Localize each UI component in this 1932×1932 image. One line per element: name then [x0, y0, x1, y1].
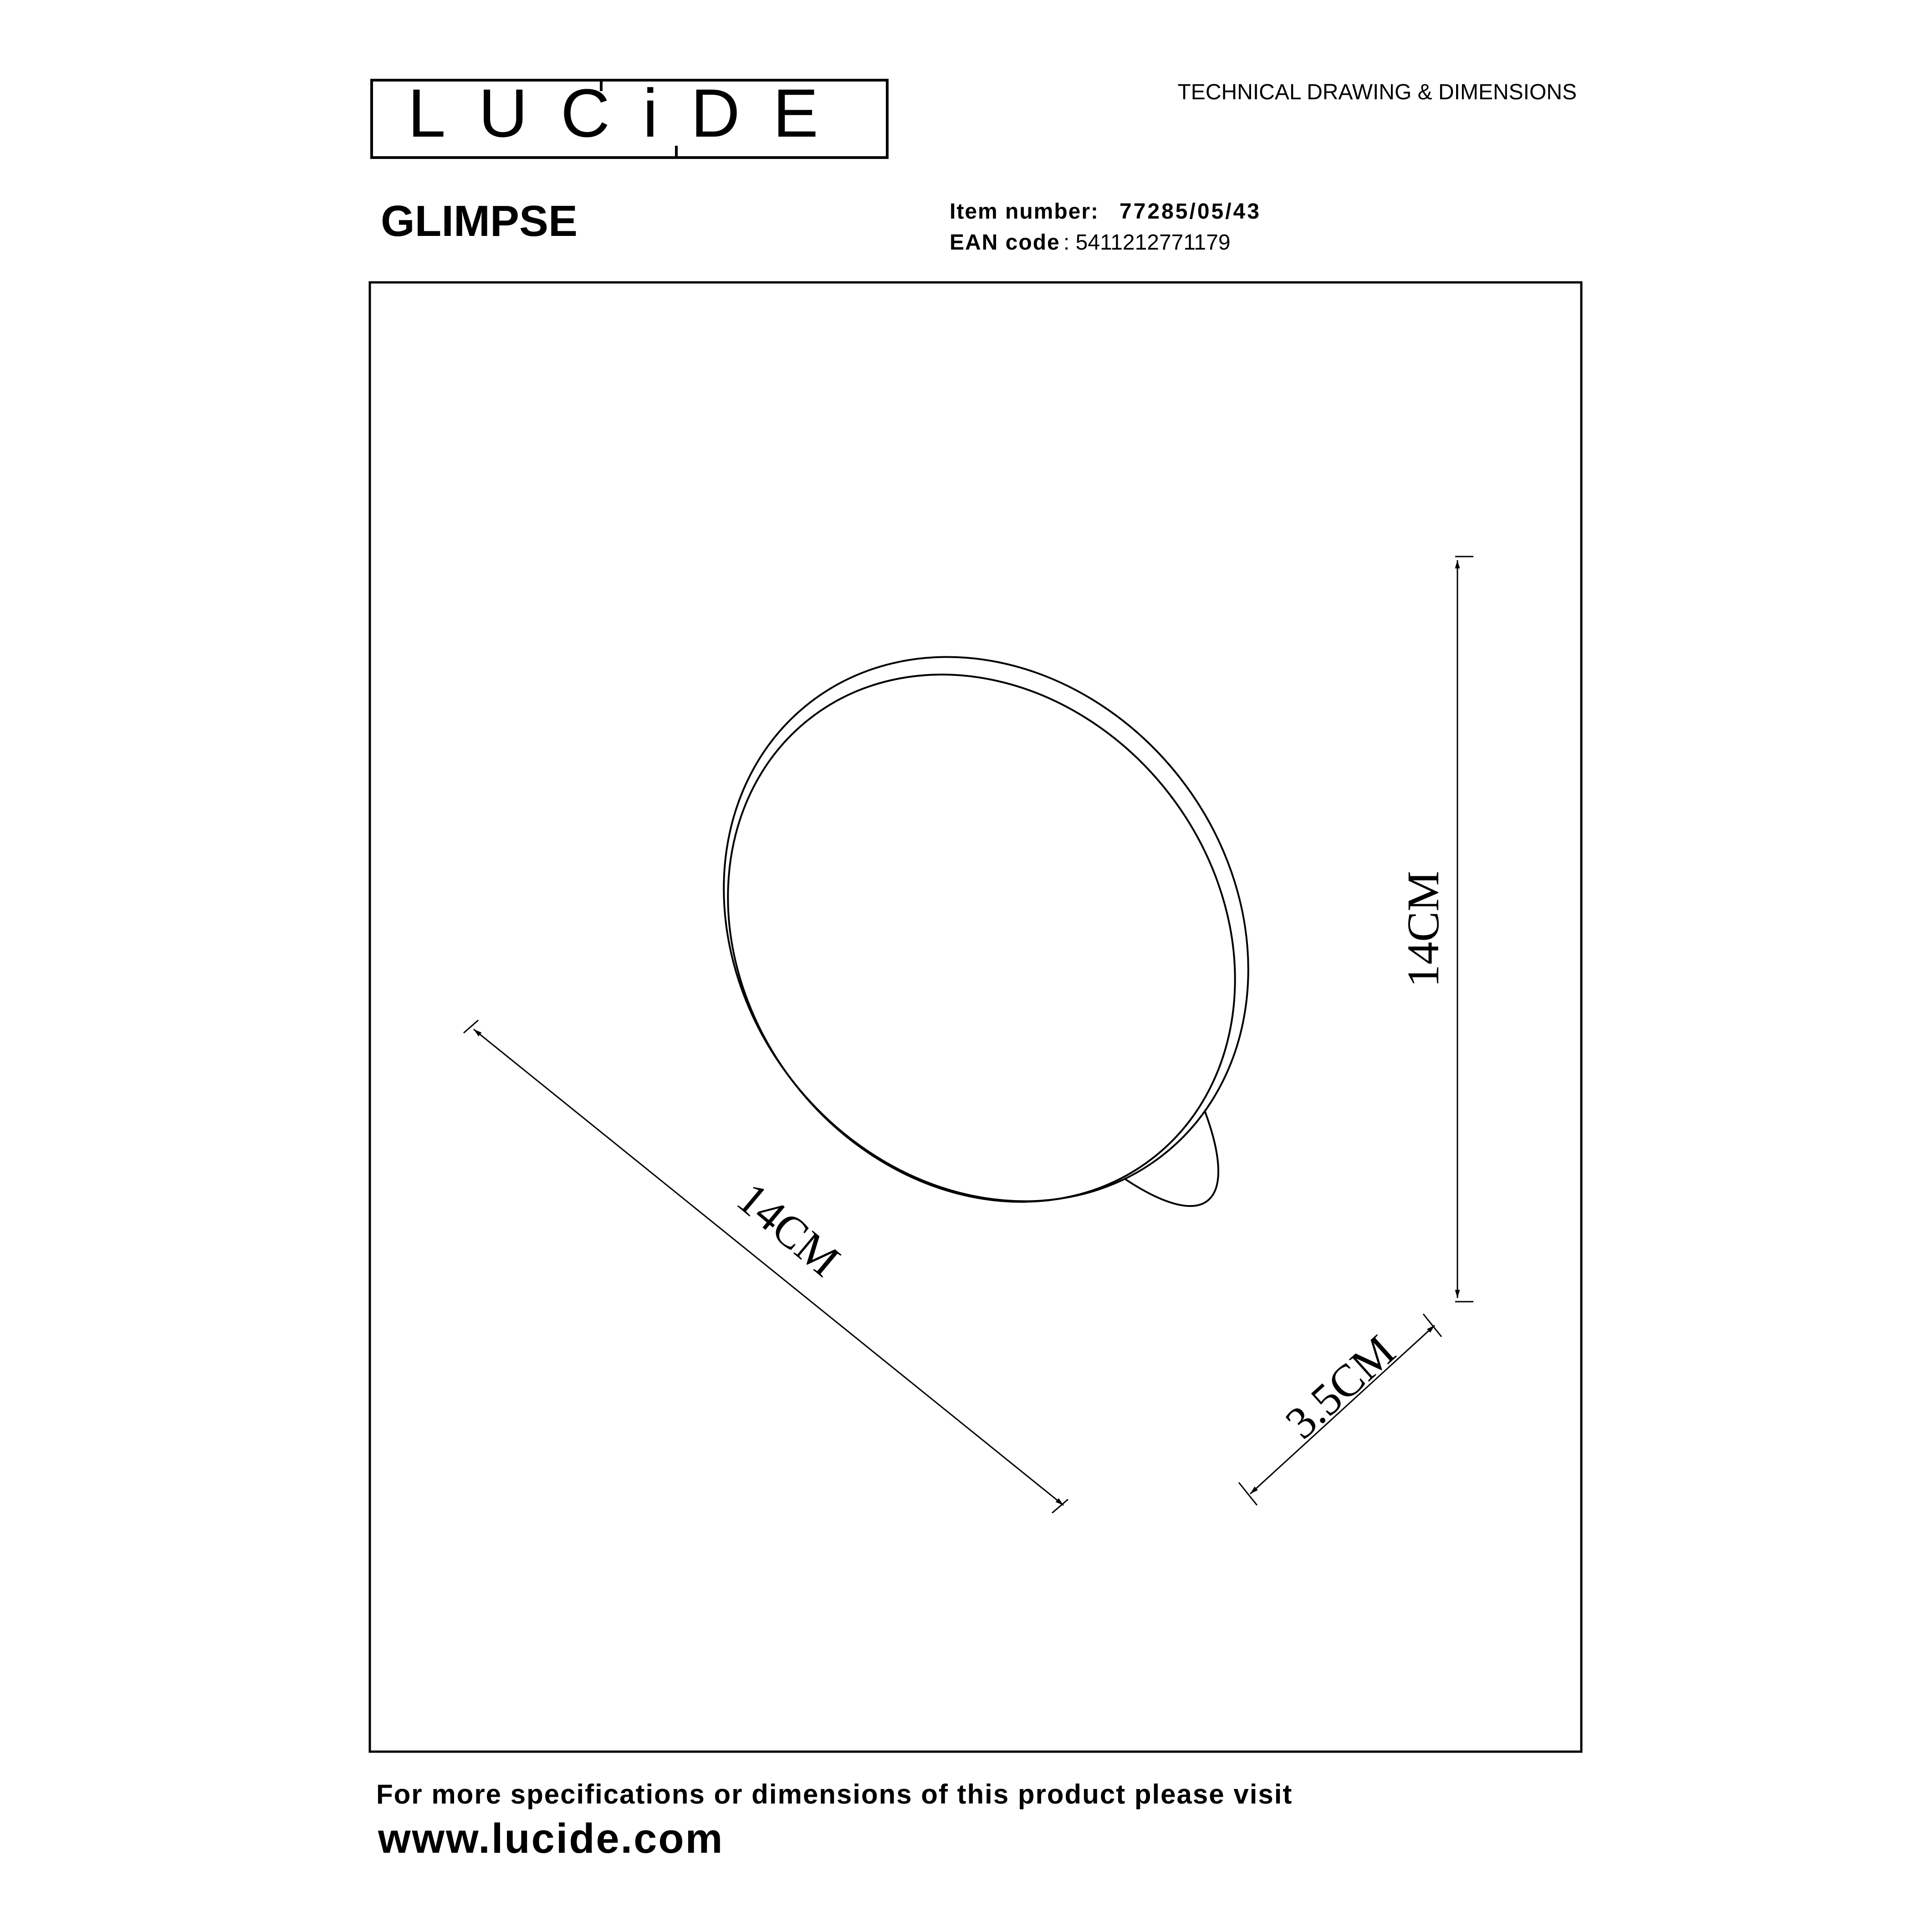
lucide-logo	[372, 75, 887, 158]
ean-value: : 5411212771179	[1063, 230, 1231, 255]
product-name: GLIMPSE	[381, 197, 578, 245]
footer-note: For more specifications or dimensions of this product please visit	[376, 1779, 1293, 1809]
doc-type-label: TECHNICAL DRAWING & DIMENSIONS	[1177, 80, 1577, 104]
lamp-disc-outer	[616, 552, 1357, 1307]
ean-label: EAN code	[950, 230, 1060, 255]
depth-label: 3.5CM	[1276, 1325, 1405, 1449]
item-number-label: Item number:	[950, 199, 1099, 224]
item-number-value: 77285/05/43	[1119, 199, 1261, 224]
logo-wordmark: LUCiDE	[408, 75, 851, 151]
width-label: 14CM	[727, 1172, 850, 1287]
footer-url[interactable]: www.lucide.com	[378, 1815, 724, 1862]
height-dimension	[1455, 557, 1473, 1302]
height-label: 14CM	[1398, 871, 1448, 987]
lamp-drawing	[616, 552, 1357, 1307]
